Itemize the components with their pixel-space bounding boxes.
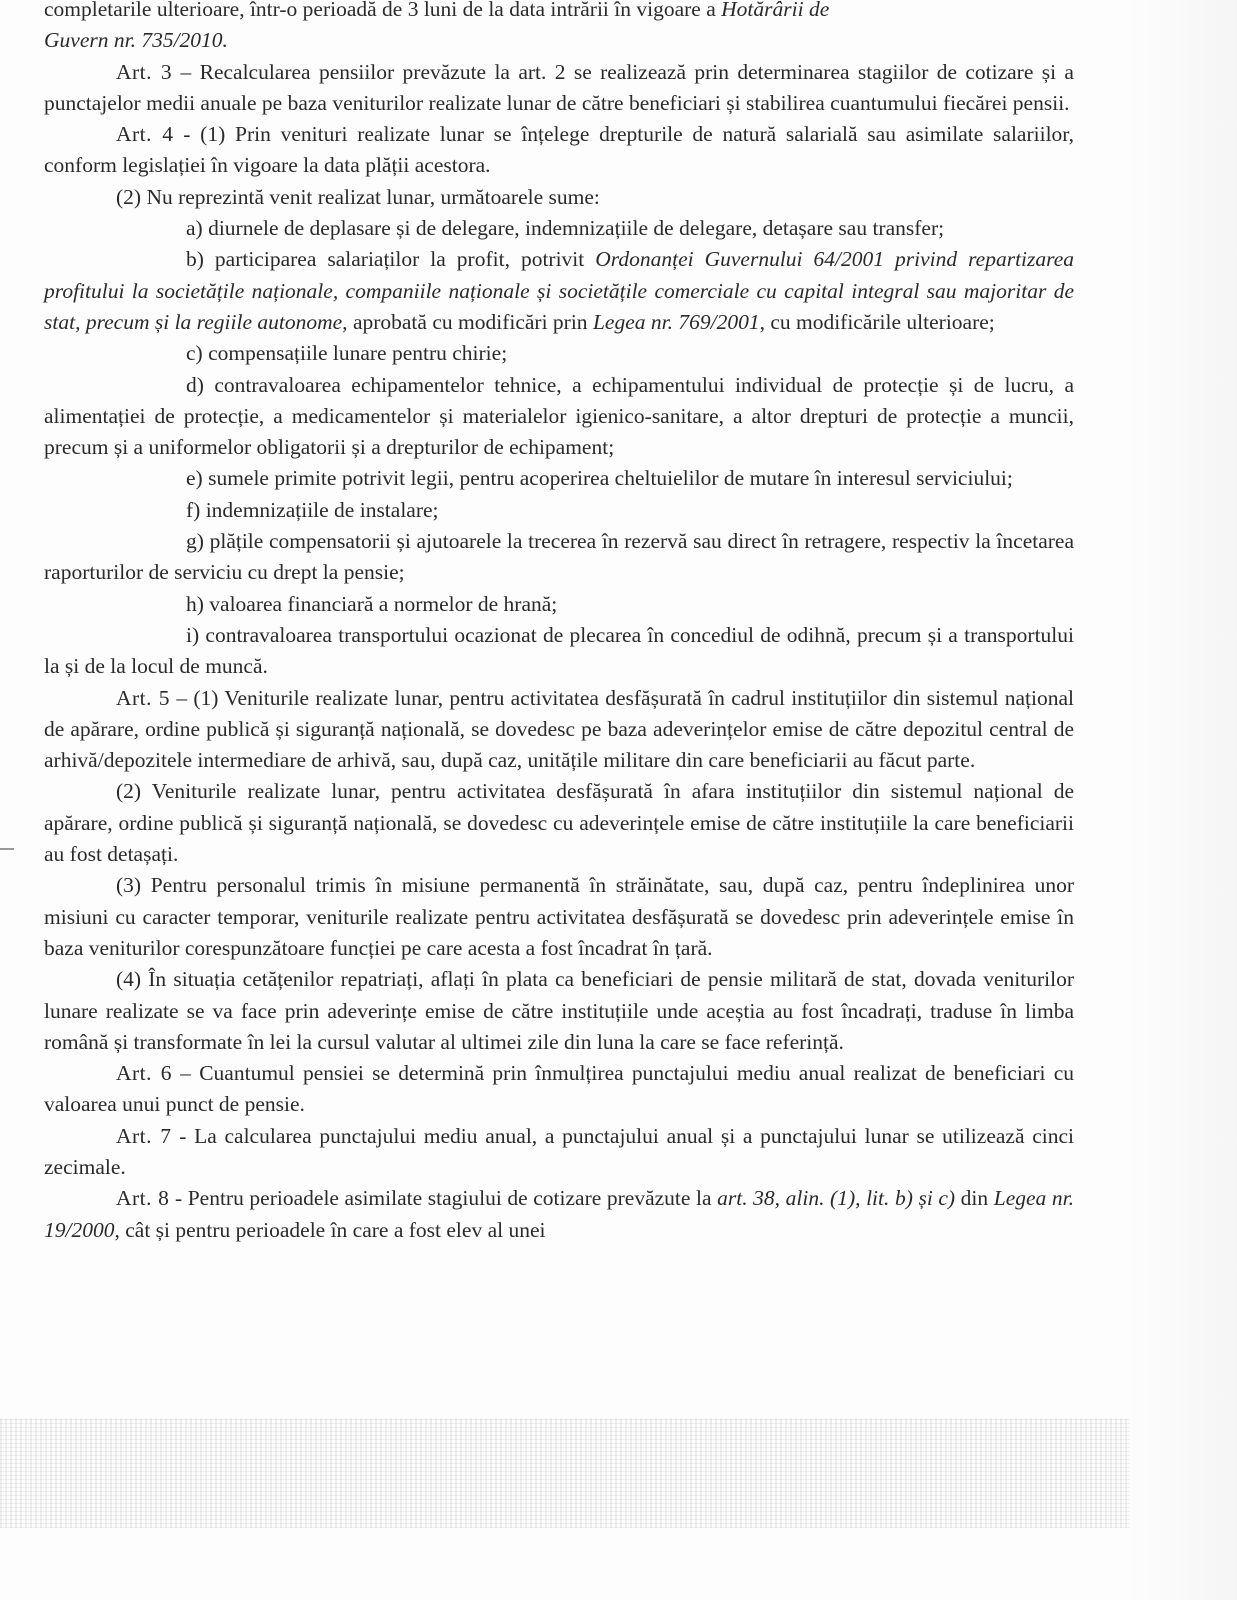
article-3-label: Art. 3	[116, 59, 173, 84]
article-6	[44, 1058, 1074, 1121]
intro-text: completarile ulterioare, într-o perioadă de 3 luni de la data intrării în vigoare a	[44, 0, 716, 21]
intro-ref-cont: Guvern nr. 735/2010.	[44, 28, 228, 53]
article-7-label: Art. 7	[116, 1123, 172, 1148]
article-3-text: – Recalcularea pensiilor prevăzute la art. 2 se realizează prin determinarea stagiilor de cotizare și a punctajelor medii anuale pe baza veniturilor realizate lunar de către beneficiari și stabilirea cuantumului fiecărei pensii.	[44, 59, 1074, 115]
article-4-item-e: e) sumele primite potrivit legii, pentru acoperirea cheltuielilor de mutare în interesul serviciului;	[186, 466, 1013, 491]
article-4-label: Art. 4	[116, 122, 174, 147]
article-8-pre: - Pentru perioadele asimilate stagiului de cotizare prevăzute la	[169, 1186, 718, 1211]
article-7	[44, 1121, 1074, 1184]
article-5-para-4: (4) În situația cetățenilor repatriați, aflați în plata ca beneficiari de pensie militară de stat, dovada veniturilor lunare realizate se va face prin adeverințe emise de către instituțiile unde aceștia au fost încadrați, traduse în limba română și transformate în lei la cursul valutar al ultimei zile din luna la care se face referință.	[44, 967, 1074, 1054]
intro-ref: Hotărârii de	[721, 0, 830, 21]
article-6-text: – Cuantumul pensiei se determină prin înmulțirea punctajului mediu anual realizat de beneficiari cu valoarea unui punct de pensie.	[44, 1061, 1074, 1117]
article-4	[44, 119, 1074, 182]
paragraph-intro-cont	[44, 25, 1074, 56]
article-4-para-1: - (1) Prin venituri realizate lunar se înțelege drepturile de natură salarială sau asimilate salariilor, conform legislației în vigoare la data plății acestora.	[44, 122, 1074, 178]
document-page	[44, 0, 1074, 1246]
article-5-para-2: (2) Veniturile realizate lunar, pentru activitatea desfășurată în afara instituțiilor din sistemul național de apărare, ordine publică și siguranță națională, se dovedesc cu adeverințele emise de către instituțiile la care beneficiarii au fost detașați.	[44, 779, 1074, 867]
article-3	[44, 57, 1074, 120]
article-8	[44, 1183, 1074, 1246]
item-b-law: Legea nr. 769/2001	[592, 309, 760, 334]
article-4-item-f: f) indemnizațiile de instalare;	[186, 497, 439, 522]
article-4-item-h: h) valoarea financiară a normelor de hrană;	[186, 591, 558, 616]
article-5-para-3: (3) Pentru personalul trimis în misiune permanentă în străinătate, sau, după caz, pentru îndeplinirea unor misiuni cu caracter temporar, veniturile realizate pentru activitatea desfășurată se dovedesc prin adeverințele emise în baza veniturilor corespunzătoare funcției pe care acesta a fost încadrat în țară.	[44, 873, 1074, 960]
article-6-label: Art. 6	[116, 1061, 173, 1086]
article-4-item-i: i) contravaloarea transportului ocazionat de plecarea în concediul de odihnă, precum și a transportului la și de la locul de muncă.	[44, 622, 1074, 679]
article-4-item-d: d) contravaloarea echipamentelor tehnice, a echipamentului individual de protecție și de lucru, a alimentației de protecție, a medicamentelor și materialelor igienico-sanitare, a altor drepturi de protecție a muncii, precum și a uniformelor obligatorii și a drepturilor de echipament;	[44, 372, 1074, 460]
article-8-ref-law: Legea nr. 19/2000	[44, 1186, 1074, 1242]
item-b-mid: aprobată cu modificări prin	[347, 309, 593, 334]
article-4-para-2: (2) Nu reprezintă venit realizat lunar, următoarele sume:	[116, 184, 600, 209]
article-4-item-g: g) plățile compensatorii și ajutoarele la trecerea în rezervă sau direct în retragere, respectiv la încetarea raporturilor de serviciu cu drept la pensie;	[44, 529, 1074, 585]
article-8-post: , cât și pentru perioadele în care a fost elev al unei	[114, 1217, 546, 1242]
scan-edge-shadow	[1127, 0, 1237, 1600]
article-8-label: Art. 8	[116, 1186, 170, 1211]
article-8-ref-article: art. 38, alin. (1), lit. b) și c)	[717, 1186, 956, 1211]
margin-tick-mark	[0, 848, 14, 850]
article-5-label: Art. 5	[116, 685, 171, 710]
paragraph-intro	[44, 0, 1074, 25]
item-b-ordinance: Ordonanței Guvernului 64/2001 privind repartizarea profitului la societățile naționale, companiile naționale și societățile comerciale cu capital integral sau majoritar de stat, precum și la regiile autonome,	[44, 247, 1074, 334]
article-8-mid: din	[955, 1186, 994, 1211]
article-4-item-c: c) compensațiile lunare pentru chirie;	[186, 341, 508, 366]
article-5-para-1: – (1) Veniturile realizate lunar, pentru activitatea desfășurată în cadrul instituțiilor din sistemul național de apărare, ordine publică și siguranță națională, se dovedesc pe baza adeverințelor emise de către depozitul central de arhivă/depozitele intermediare de arhivă, sau, după caz, unitățile militare din care beneficiarii au făcut parte.	[44, 685, 1074, 773]
scan-noise-band	[0, 1418, 1130, 1528]
article-4-item-a: a) diurnele de deplasare și de delegare, indemnizațiile de delegare, detașare sau transfer;	[186, 216, 945, 241]
article-7-text: - La calcularea punctajului mediu anual, a punctajului anual și a punctajului lunar se utilizează cinci zecimale.	[44, 1123, 1074, 1179]
item-b-post: , cu modificările ulterioare;	[759, 309, 995, 334]
article-4-item-b	[44, 244, 1074, 338]
article-5	[44, 683, 1074, 777]
item-b-pre: b) participarea salariaților la profit, potrivit	[186, 247, 596, 272]
